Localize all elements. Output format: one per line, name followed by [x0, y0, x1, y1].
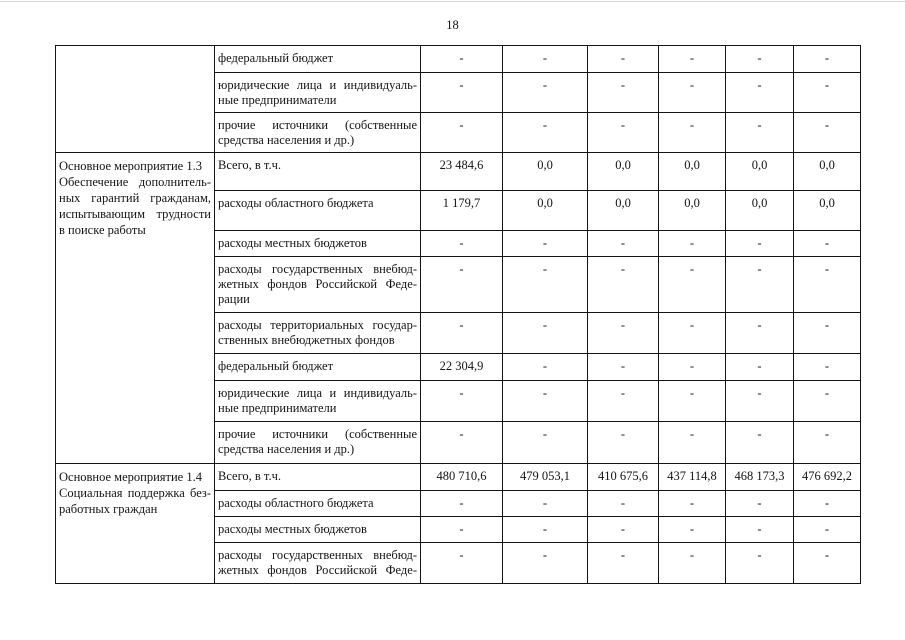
- funding-source-cell: [215, 491, 421, 517]
- value-cell: 0,0: [659, 153, 726, 191]
- value-cell: -: [726, 313, 794, 354]
- value-cell: -: [659, 491, 726, 517]
- funding-source-cell: [215, 543, 421, 584]
- value-cell: -: [659, 381, 726, 422]
- value-cell: 1 179,7: [421, 191, 503, 231]
- table-row: [56, 464, 861, 491]
- funding-source-text: ные предприниматели: [218, 93, 337, 107]
- value-cell: -: [503, 422, 588, 464]
- value-cell: 0,0: [588, 153, 659, 191]
- value-cell: 480 710,6: [421, 464, 503, 491]
- funding-source-text: расходы государственных внебюд-: [218, 262, 417, 276]
- funding-source-text: рации: [218, 292, 250, 306]
- value-cell: -: [588, 257, 659, 313]
- funding-source-text: Всего, в т.ч.: [218, 469, 281, 483]
- funding-source-cell: [215, 354, 421, 381]
- funding-source-cell: [215, 257, 421, 313]
- value-cell: -: [421, 381, 503, 422]
- value-cell: -: [794, 543, 861, 584]
- measure-description-line: Социальная поддержка без-: [59, 486, 211, 500]
- funding-source-cell: [215, 381, 421, 422]
- value-cell: -: [588, 313, 659, 354]
- funding-source-text: расходы областного бюджета: [218, 196, 374, 210]
- funding-source-text: расходы местных бюджетов: [218, 522, 367, 536]
- measure-cell: [56, 46, 215, 153]
- funding-source-text: средства населения и др.): [218, 133, 355, 147]
- value-cell: 476 692,2: [794, 464, 861, 491]
- value-cell: 0,0: [726, 153, 794, 191]
- value-cell: -: [726, 46, 794, 73]
- value-cell: -: [503, 257, 588, 313]
- value-cell: -: [726, 517, 794, 543]
- value-cell: -: [726, 543, 794, 584]
- value-cell: -: [726, 113, 794, 153]
- funding-source-text: федеральный бюджет: [218, 359, 334, 373]
- measure-cell: [56, 153, 215, 464]
- funding-source-text: прочие источники (собственные: [218, 427, 417, 441]
- funding-source-cell: [215, 517, 421, 543]
- value-cell: -: [588, 113, 659, 153]
- value-cell: -: [503, 46, 588, 73]
- funding-source-text: жетных фондов Российской Феде-: [218, 563, 417, 577]
- value-cell: -: [794, 517, 861, 543]
- value-cell: -: [421, 73, 503, 113]
- value-cell: -: [794, 491, 861, 517]
- funding-source-cell: [215, 464, 421, 491]
- funding-source-text: федеральный бюджет: [218, 51, 334, 65]
- value-cell: -: [421, 46, 503, 73]
- value-cell: -: [659, 231, 726, 257]
- value-cell: -: [503, 354, 588, 381]
- value-cell: -: [726, 381, 794, 422]
- funding-source-text: Всего, в т.ч.: [218, 158, 281, 172]
- value-cell: -: [726, 257, 794, 313]
- funding-source-text: расходы местных бюджетов: [218, 236, 367, 250]
- value-cell: -: [421, 491, 503, 517]
- value-cell: 479 053,1: [503, 464, 588, 491]
- value-cell: 0,0: [794, 153, 861, 191]
- value-cell: -: [588, 354, 659, 381]
- budget-table: [55, 45, 861, 584]
- value-cell: -: [503, 113, 588, 153]
- value-cell: -: [588, 543, 659, 584]
- funding-source-text: юридические лица и индивидуаль-: [218, 386, 417, 400]
- value-cell: -: [588, 73, 659, 113]
- value-cell: -: [421, 257, 503, 313]
- funding-source-cell: [215, 191, 421, 231]
- value-cell: -: [794, 313, 861, 354]
- funding-source-text: расходы территориальных государ-: [218, 318, 417, 332]
- measure-title: Основное мероприятие 1.4: [59, 470, 202, 484]
- measure-description-line: испытывающим трудности: [59, 207, 211, 221]
- value-cell: -: [588, 422, 659, 464]
- funding-source-text: ные предприниматели: [218, 401, 337, 415]
- value-cell: -: [421, 231, 503, 257]
- measure-description-line: в поиске работы: [59, 223, 146, 237]
- funding-source-text: жетных фондов Российской Феде-: [218, 277, 417, 291]
- table-row: [56, 153, 861, 191]
- value-cell: -: [726, 354, 794, 381]
- value-cell: 0,0: [588, 191, 659, 231]
- value-cell: -: [659, 113, 726, 153]
- value-cell: -: [421, 517, 503, 543]
- value-cell: -: [588, 381, 659, 422]
- value-cell: -: [588, 46, 659, 73]
- value-cell: -: [659, 313, 726, 354]
- value-cell: -: [726, 231, 794, 257]
- measure-description-line: работных граждан: [59, 502, 158, 516]
- funding-source-cell: [215, 113, 421, 153]
- measure-description-line: ных гарантий гражданам,: [59, 191, 211, 205]
- value-cell: -: [794, 354, 861, 381]
- value-cell: 0,0: [503, 153, 588, 191]
- value-cell: -: [588, 491, 659, 517]
- value-cell: -: [726, 73, 794, 113]
- funding-source-text: прочие источники (собственные: [218, 118, 417, 132]
- value-cell: -: [421, 113, 503, 153]
- value-cell: -: [588, 231, 659, 257]
- measure-title: Основное мероприятие 1.3: [59, 159, 202, 173]
- value-cell: 410 675,6: [588, 464, 659, 491]
- value-cell: -: [503, 231, 588, 257]
- page-number: 18: [446, 18, 459, 32]
- value-cell: -: [794, 381, 861, 422]
- value-cell: -: [503, 313, 588, 354]
- value-cell: -: [503, 491, 588, 517]
- value-cell: 0,0: [726, 191, 794, 231]
- value-cell: 437 114,8: [659, 464, 726, 491]
- value-cell: -: [794, 231, 861, 257]
- value-cell: -: [503, 543, 588, 584]
- funding-source-cell: [215, 153, 421, 191]
- funding-source-text: юридические лица и индивидуаль-: [218, 78, 417, 92]
- value-cell: -: [503, 73, 588, 113]
- value-cell: -: [421, 313, 503, 354]
- value-cell: 468 173,3: [726, 464, 794, 491]
- value-cell: -: [726, 422, 794, 464]
- value-cell: 0,0: [659, 191, 726, 231]
- value-cell: 0,0: [503, 191, 588, 231]
- funding-source-cell: [215, 46, 421, 73]
- value-cell: -: [421, 543, 503, 584]
- funding-source-cell: [215, 231, 421, 257]
- value-cell: -: [659, 354, 726, 381]
- value-cell: -: [659, 46, 726, 73]
- value-cell: -: [588, 517, 659, 543]
- value-cell: -: [659, 422, 726, 464]
- value-cell: -: [659, 257, 726, 313]
- funding-source-cell: [215, 313, 421, 354]
- value-cell: -: [503, 381, 588, 422]
- value-cell: -: [421, 422, 503, 464]
- value-cell: 23 484,6: [421, 153, 503, 191]
- funding-source-cell: [215, 422, 421, 464]
- measure-description-line: Обеспечение дополнитель-: [59, 175, 211, 189]
- value-cell: -: [659, 543, 726, 584]
- scan-edge-line: [0, 1, 905, 2]
- value-cell: -: [659, 517, 726, 543]
- value-cell: -: [726, 491, 794, 517]
- value-cell: -: [794, 422, 861, 464]
- value-cell: -: [503, 517, 588, 543]
- table-row: [56, 46, 861, 73]
- value-cell: -: [794, 113, 861, 153]
- value-cell: -: [794, 73, 861, 113]
- funding-source-text: расходы областного бюджета: [218, 496, 374, 510]
- measure-cell: [56, 464, 215, 584]
- value-cell: -: [794, 46, 861, 73]
- value-cell: -: [659, 73, 726, 113]
- funding-source-cell: [215, 73, 421, 113]
- value-cell: -: [794, 257, 861, 313]
- funding-source-text: ственных внебюджетных фондов: [218, 333, 395, 347]
- funding-source-text: средства населения и др.): [218, 442, 355, 456]
- value-cell: 22 304,9: [421, 354, 503, 381]
- value-cell: 0,0: [794, 191, 861, 231]
- funding-source-text: расходы государственных внебюд-: [218, 548, 417, 562]
